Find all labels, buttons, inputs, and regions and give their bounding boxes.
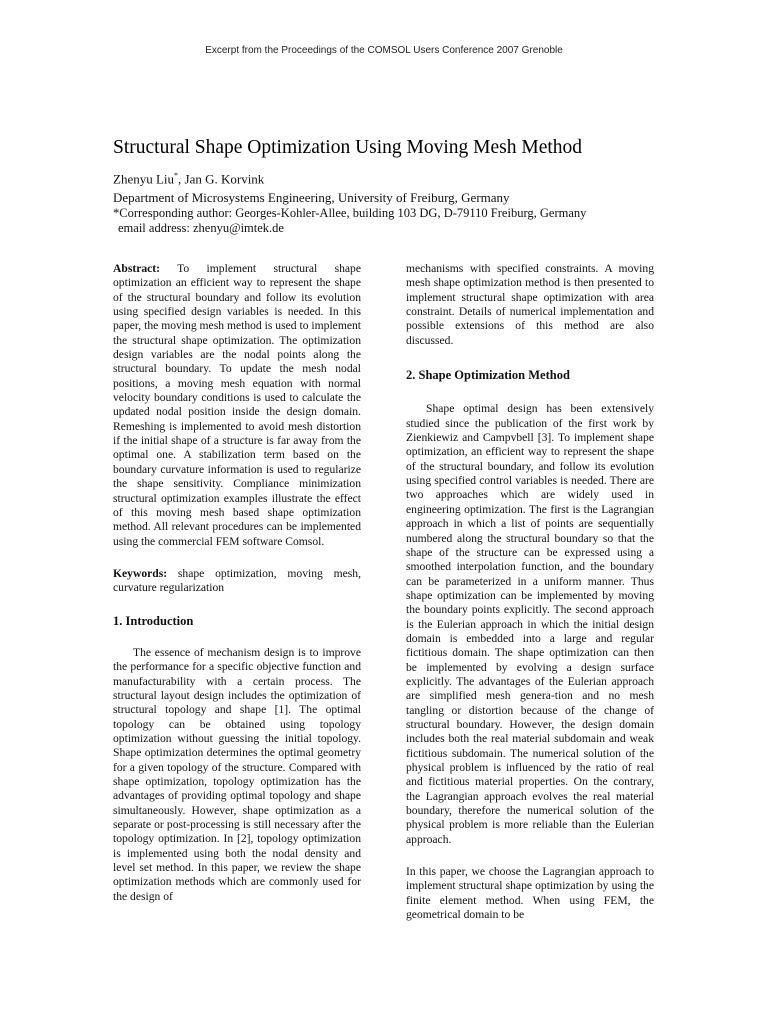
email-address: email address: zhenyu@imtek.de (118, 221, 284, 235)
keywords-label: Keywords: (113, 566, 168, 580)
other-authors: , Jan G. Korvink (178, 171, 265, 187)
section-1-heading: 1. Introduction (113, 613, 194, 628)
section-1-paragraph-2: mechanisms with specified constraints. A moving mesh shape optimization method is then presented to implement structural shape optimization with area constraint. Details of numerical implementation and possible extensions of this method are also discussed. (406, 262, 654, 347)
keywords-text: shape optimization, moving mesh, curvature regularization (113, 566, 361, 595)
section-2-paragraph-2: In this paper, we choose the Lagrangian approach to implement structural shape optimization by using the finite element method. When using FEM, the geometrical domain to be (406, 865, 654, 922)
section-1-paragraph-1: The essence of mechanism design is to improve the performance for a specific objective function and manufacturability with a certain process. The structural layout design includes the optimization of structural topology and shape [1]. The optimal topology can be obtained using topology optimization without guessing the initial topology. Shape optimization determines the optimal geometry for a given topology of the structure. Compared with shape optimization, topology optimization has the advantages of providing optimal topology and shape simultaneously. However, shape optimization as a separate or post-processing is still necessary after the topology optimization. In [2], topology optimization is implemented using both the nodal density and level set method. In this paper, we review the shape optimization methods which are commonly used for the design of (113, 645, 361, 903)
section-2-paragraph-1: Shape optimal design has been extensively studied since the publication of the first work by Zienkiewiz and Campvbell [3]. To implement shape optimization, an efficient way to represent the shape of the structural boundary, and follow its evolution using specified control variables is needed. There are two approaches which are widely used in engineering optimization. The first is the Lagrangian approach in which a list of points are sequentially numbered along the structural boundary so that the shape of the structure can be expressed using a smoothed interpolation function, and the boundary can be parameterized in a uniform manner. Thus shape optimization can be implemented by moving the boundary points explicitly. The second approach is the Eulerian approach in which the initial design domain is embedded into a large and regular fictitious domain. The shape optimization can then be implemented by evolving a design surface explicitly. The advantages of the Eulerian approach are simplified mesh genera-tion and no mesh tangling or distortion because of the change of structural boundary. However, the design domain includes both the real material subdomain and weak fictitious subdomain. The numerical solution of the physical problem is influenced by the ratio of real and fictitious material properties. On the contrary, the Lagrangian approach evolves the real material boundary, therefore the numerical solution of the physical problem is more reliable than the Eulerian approach. (406, 402, 654, 846)
keywords (113, 567, 361, 596)
proceedings-header: Excerpt from the Proceedings of the COMSOL Users Conference 2007 Grenoble (205, 45, 563, 56)
corresponding-author: *Corresponding author: Georges-Kohler-Allee, building 103 DG, D-79110 Freiburg, Germany (113, 206, 587, 220)
first-author: Zhenyu Liu (113, 171, 175, 187)
abstract-text: To implement structural shape optimization an efficient way to represent the shape of the structural boundary and follow its evolution using specified design variables is needed. In this paper, the moving mesh method is used to implement the structural shape optimization. The optimization design variables are the nodal points along the structural boundary. To update the mesh nodal positions, a moving mesh equation with normal velocity boundary conditions is used to calculate the updated nodal position inside the design domain. Remeshing is implemented to avoid mesh distortion if the initial shape of a structure is far away from the optimal one. A stabilization term based on the boundary curvature information is used to regularize the shape sensitivity. Compliance minimization structural optimization examples illustrate the effect of this moving mesh based shape optimization method. All relevant procedures can be implemented using the commercial FEM software Comsol. (113, 262, 361, 548)
right-column (406, 262, 654, 922)
abstract (113, 262, 361, 549)
corresponding-mark: * (174, 171, 179, 180)
paper-title: Structural Shape Optimization Using Moving Mesh Method (113, 137, 583, 158)
section-2-heading: 2. Shape Optimization Method (406, 368, 570, 383)
left-column (113, 262, 361, 904)
abstract-label: Abstract: (113, 262, 161, 275)
author-list (113, 171, 264, 187)
affiliation: Department of Microsystems Engineering, University of Freiburg, Germany (113, 190, 510, 205)
